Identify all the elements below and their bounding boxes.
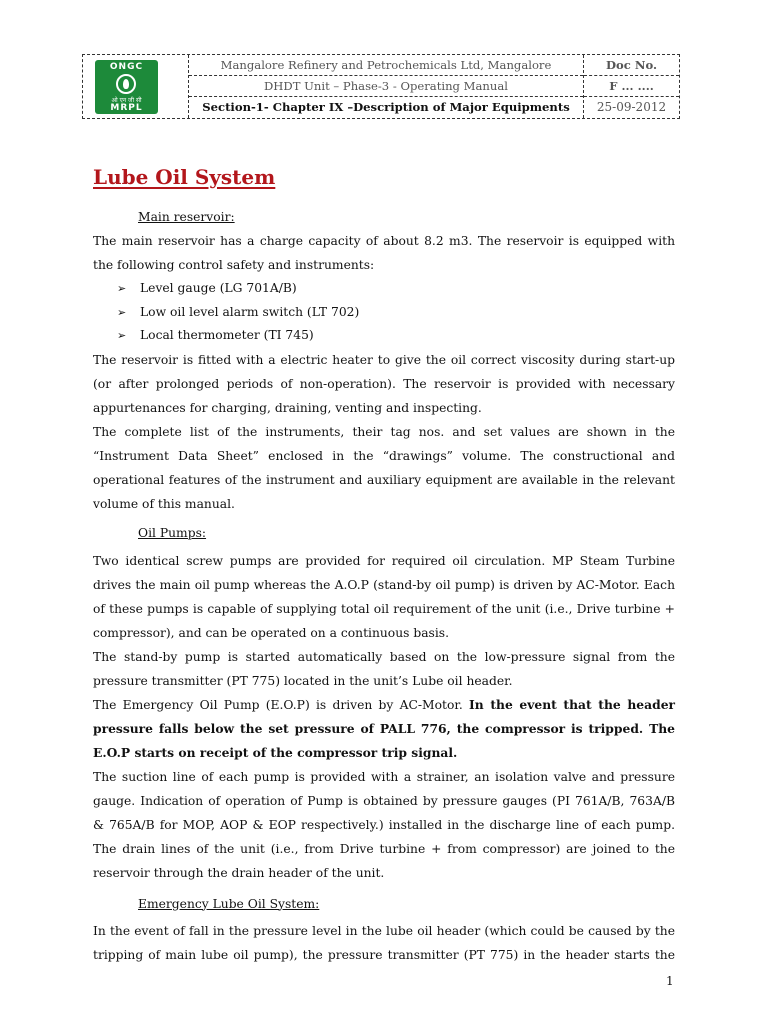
oil-pumps-paragraph-2: The stand-by pump is started automatically based on the low-pressure signal from the pressure transmitter (PT 775) located in the unit’s Lube oil header. <box>93 649 675 688</box>
list-item: ➢ Low oil level alarm switch (LT 702) <box>117 301 675 325</box>
arrow-bullet-icon: ➢ <box>117 282 127 295</box>
arrow-bullet-icon: ➢ <box>117 305 127 319</box>
oil-pumps-paragraph-3: The Emergency Oil Pump (E.O.P) is driven by AC-Motor. In the event that the header pressure falls below the set pressure of PALL 776, the compressor is tripped. The E.O.P starts on receipt of the compressor trip signal. <box>93 696 675 760</box>
list-item: ➢ Local thermometer (TI 745) <box>117 324 675 348</box>
section-title: Section-1- Chapter IX –Description of Major Equipments <box>202 100 570 114</box>
arrow-bullet-icon: ➢ <box>117 329 127 342</box>
header-title-cell <box>189 55 584 118</box>
logo-bottom-text: MRPL <box>110 103 143 113</box>
page-number: 1 <box>666 974 674 988</box>
document-body <box>93 206 675 967</box>
logo-cell <box>83 55 189 118</box>
logo-top-text: ONGC <box>109 62 144 72</box>
header-doc-cell <box>584 55 679 118</box>
instrument-data-paragraph: The complete list of the instruments, their tag nos. and set values are shown in the “Instrument Data Sheet” enclosed in the “drawings” volume. The constructional and operational features of the instrument and auxiliary equipment are available in the relevant volume of this manual. <box>93 424 675 511</box>
reservoir-heater-paragraph: The reservoir is fitted with a electric heater to give the oil correct viscosity during start-up (or after prolonged periods of non-operation). The reservoir is provided with necessary appurtenances for charging, draining, venting and inspecting. <box>93 352 675 415</box>
list-item: ➢ Level gauge (LG 701A/B) <box>117 277 675 301</box>
main-reservoir-heading: Main reservoir: <box>138 210 235 224</box>
doc-no-value: F ... .... <box>584 76 679 97</box>
oil-pumps-heading: Oil Pumps: <box>138 525 207 540</box>
emergency-lube-paragraph: In the event of fall in the pressure level in the lube oil header (which could be caused by the tripping of main lube oil pump), the pressure transmitter (PT 775) in the header starts the <box>93 923 675 962</box>
ongc-mrpl-logo <box>95 60 158 114</box>
doc-date: 25-09-2012 <box>596 100 667 114</box>
doc-no-label: Doc No. <box>584 55 679 76</box>
logo-mid-text: ओ एन जी सी <box>111 97 142 104</box>
oil-pumps-paragraph-4: The suction line of each pump is provided with a strainer, an isolation valve and pressure gauge. Indication of operation of Pump is obtained by pressure gauges (PI 761A/B, 763A/B & 765A/B for MOP, AOP & EOP respectively.) installed in the discharge line of each pump. The drain lines of the unit (i.e., from Drive turbine + from compressor) are joined to the reservoir through the drain header of the unit. <box>93 769 675 880</box>
manual-name: DHDT Unit – Phase-3 - Operating Manual <box>189 76 583 97</box>
oil-pumps-paragraph-1: Two identical screw pumps are provided for required oil circulation. MP Steam Turbine drives the main oil pump whereas the A.O.P (stand-by oil pump) is driven by AC-Motor. Each of these pumps is capable of supplying total oil requirement of the unit (i.e., Drive turbine + compressor), and can be operated on a continuous basis. <box>93 553 675 640</box>
main-reservoir-intro: The main reservoir has a charge capacity of about 8.2 m3. The reservoir is equipped with the following control safety and instruments: <box>93 234 675 272</box>
page-title: Lube Oil System <box>93 165 276 189</box>
company-name: Mangalore Refinery and Petrochemicals Ltd, Mangalore <box>189 55 583 76</box>
flame-emblem-icon <box>116 74 136 94</box>
instrument-list <box>93 277 675 348</box>
emergency-lube-heading: Emergency Lube Oil System: <box>138 896 320 911</box>
document-header <box>82 54 680 119</box>
